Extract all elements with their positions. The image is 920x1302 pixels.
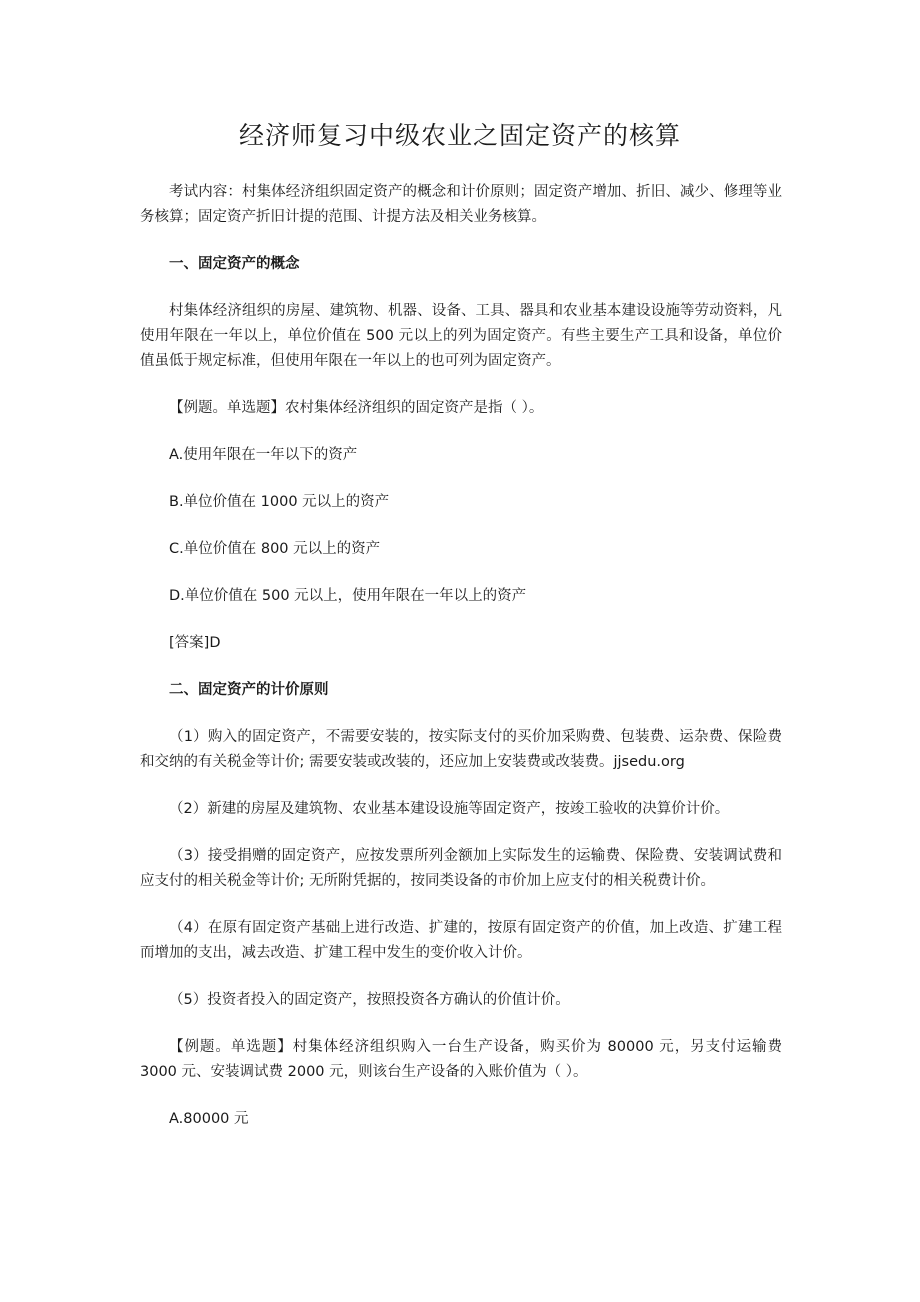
concept-paragraph: 村集体经济组织的房屋、建筑物、机器、设备、工具、器具和农业基本建设设施等劳动资料，凡使用年限在一年以上，单位价值在 500 元以上的列为固定资产。有些主要生产工具和设备，单位价值虽低于规定标准，但使用年限在一年以上的也可列为固定资产。: [140, 303, 782, 369]
example-option-b: B.单位价值在 1000 元以上的资产: [169, 494, 390, 510]
example-option-a: A.使用年限在一年以下的资产: [169, 447, 358, 463]
example-answer: [答案]D: [169, 635, 221, 651]
valuation-item-1: （1）购入的固定资产，不需要安装的，按实际支付的买价加采购费、包装费、运杂费、保险费和交纳的有关税金等计价; 需要安装或改装的，还应加上安装费或改装费。jjsedu.org: [140, 729, 782, 770]
document-body: [140, 180, 782, 1132]
example-option-d: D.单位价值在 500 元以上，使用年限在一年以上的资产: [169, 588, 527, 604]
example2-option-a: A.80000 元: [169, 1111, 249, 1127]
example-question-2: 【例题。单选题】村集体经济组织购入一台生产设备，购买价为 80000 元，另支付运输费 3000 元、安装调试费 2000 元，则该台生产设备的入账价值为（ ）。: [140, 1039, 782, 1080]
valuation-item-5: （5）投资者投入的固定资产，按照投资各方确认的价值计价。: [169, 992, 570, 1008]
valuation-item-3: （3）接受捐赠的固定资产，应按发票所列金额加上实际发生的运输费、保险费、安装调试费和应支付的相关税金等计价; 无所附凭据的，按同类设备的市价加上应支付的相关税费计价。: [140, 848, 782, 889]
document-title: 经济师复习中级农业之固定资产的核算: [238, 121, 681, 150]
example-option-c: C.单位价值在 800 元以上的资产: [169, 541, 381, 557]
section-heading-valuation: 二、固定资产的计价原则: [169, 682, 329, 698]
section-heading-concept: 一、固定资产的概念: [169, 256, 300, 272]
valuation-item-2: （2）新建的房屋及建筑物、农业基本建设设施等固定资产，按竣工验收的决算价计价。: [169, 801, 730, 817]
valuation-item-4: （4）在原有固定资产基础上进行改造、扩建的，按原有固定资产的价值，加上改造、扩建工程而增加的支出，减去改造、扩建工程中发生的变价收入计价。: [140, 920, 782, 961]
example-question-1: 【例题。单选题】农村集体经济组织的固定资产是指（ ）。: [169, 400, 544, 416]
intro-paragraph: 考试内容：村集体经济组织固定资产的概念和计价原则；固定资产增加、折旧、减少、修理等业务核算；固定资产折旧计提的范围、计提方法及相关业务核算。: [140, 184, 782, 225]
